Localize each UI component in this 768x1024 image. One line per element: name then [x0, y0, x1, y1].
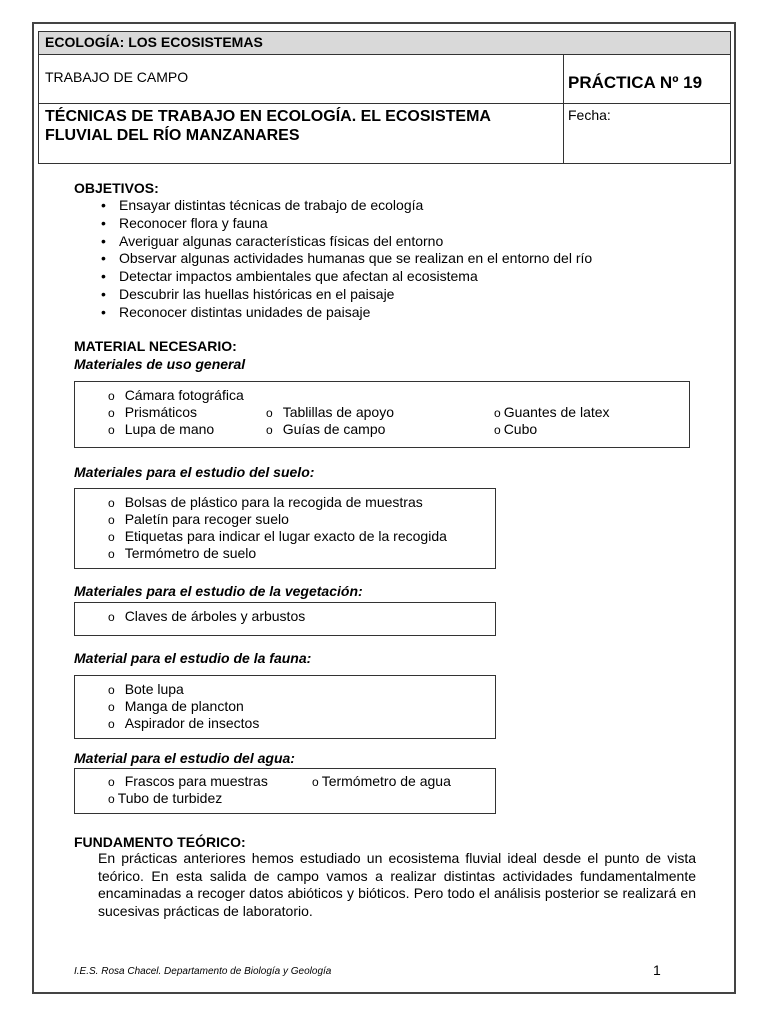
work-type: TRABAJO DE CAMPO — [39, 55, 564, 104]
soil-materials-heading: Materiales para el estudio del suelo: — [74, 464, 315, 480]
list-item: • Descubrir las huellas históricas en el paisaje — [98, 286, 592, 304]
practice-number: PRÁCTICA Nº 19 — [564, 55, 730, 104]
list-item: o Bote lupa — [108, 681, 184, 697]
practice-title-line1: TÉCNICAS DE TRABAJO EN ECOLOGÍA. EL ECOSISTEMA — [45, 108, 491, 125]
list-item: o Frascos para muestras — [108, 773, 268, 789]
water-materials-heading: Material para el estudio del agua: — [74, 750, 295, 766]
list-item: • Reconocer distintas unidades de paisaje — [98, 304, 592, 322]
list-item: o Termómetro de suelo — [108, 545, 257, 561]
soil-materials-box — [74, 488, 496, 569]
fauna-materials-box — [74, 675, 496, 739]
vegetation-materials-box — [74, 602, 496, 636]
objectives-heading: OBJETIVOS: — [74, 180, 159, 196]
theory-paragraph: En prácticas anteriores hemos estudiado un ecosistema fluvial ideal desde el punto de vista teórico. En esta salida de campo vamos a realizar distintas actividades fundamentalmente encaminadas a recoger datos abióticos y bióticos. Pero todo el análisis posterior se realizará en sucesivas prácticas de laboratorio. — [98, 850, 696, 919]
list-item: o Tablillas de apoyo — [266, 404, 394, 420]
list-item: o Lupa de mano — [108, 421, 215, 437]
list-item: • Ensayar distintas técnicas de trabajo de ecología — [98, 197, 592, 215]
fauna-materials-heading: Material para el estudio de la fauna: — [74, 650, 312, 666]
footer-institution: I.E.S. Rosa Chacel. Departamento de Biología y Geología — [74, 966, 332, 977]
list-item: • Observar algunas actividades humanas que se realizan en el entorno del río — [98, 250, 592, 268]
material-heading: MATERIAL NECESARIO: — [74, 338, 237, 354]
general-materials-box — [74, 381, 690, 448]
list-item: o Prismáticos — [108, 404, 198, 420]
list-item: o Guantes de latex — [494, 404, 610, 420]
list-item: o Tubo de turbidez — [108, 790, 223, 806]
header-table — [38, 31, 731, 164]
vegetation-materials-heading: Materiales para el estudio de la vegetación: — [74, 583, 363, 599]
general-materials-heading: Materiales de uso general — [74, 356, 246, 372]
list-item: o Aspirador de insectos — [108, 715, 260, 731]
list-item: o Etiquetas para indicar el lugar exacto de la recogida — [108, 528, 447, 544]
list-item: o Cubo — [494, 421, 538, 437]
practice-title-line2: FLUVIAL DEL RÍO MANZANARES — [45, 127, 300, 144]
date-field: Fecha: — [568, 107, 611, 123]
water-materials-box — [74, 768, 496, 814]
objectives-list — [98, 197, 592, 322]
list-item: • Averiguar algunas características físicas del entorno — [98, 233, 592, 251]
list-item: o Manga de plancton — [108, 698, 244, 714]
list-item: o Claves de árboles y arbustos — [108, 608, 306, 624]
theory-heading: FUNDAMENTO TEÓRICO: — [74, 834, 246, 850]
list-item: o Cámara fotográfica — [108, 387, 244, 403]
list-item: o Paletín para recoger suelo — [108, 511, 289, 527]
list-item: • Detectar impactos ambientales que afectan al ecosistema — [98, 268, 592, 286]
list-item: o Guías de campo — [266, 421, 386, 437]
list-item: o Termómetro de agua — [312, 773, 451, 789]
list-item: • Reconocer flora y fauna — [98, 215, 592, 233]
list-item: o Bolsas de plástico para la recogida de muestras — [108, 494, 423, 510]
subject-title: ECOLOGÍA: LOS ECOSISTEMAS — [39, 32, 730, 55]
practice-title — [39, 104, 564, 163]
page-number: 1 — [653, 962, 661, 978]
